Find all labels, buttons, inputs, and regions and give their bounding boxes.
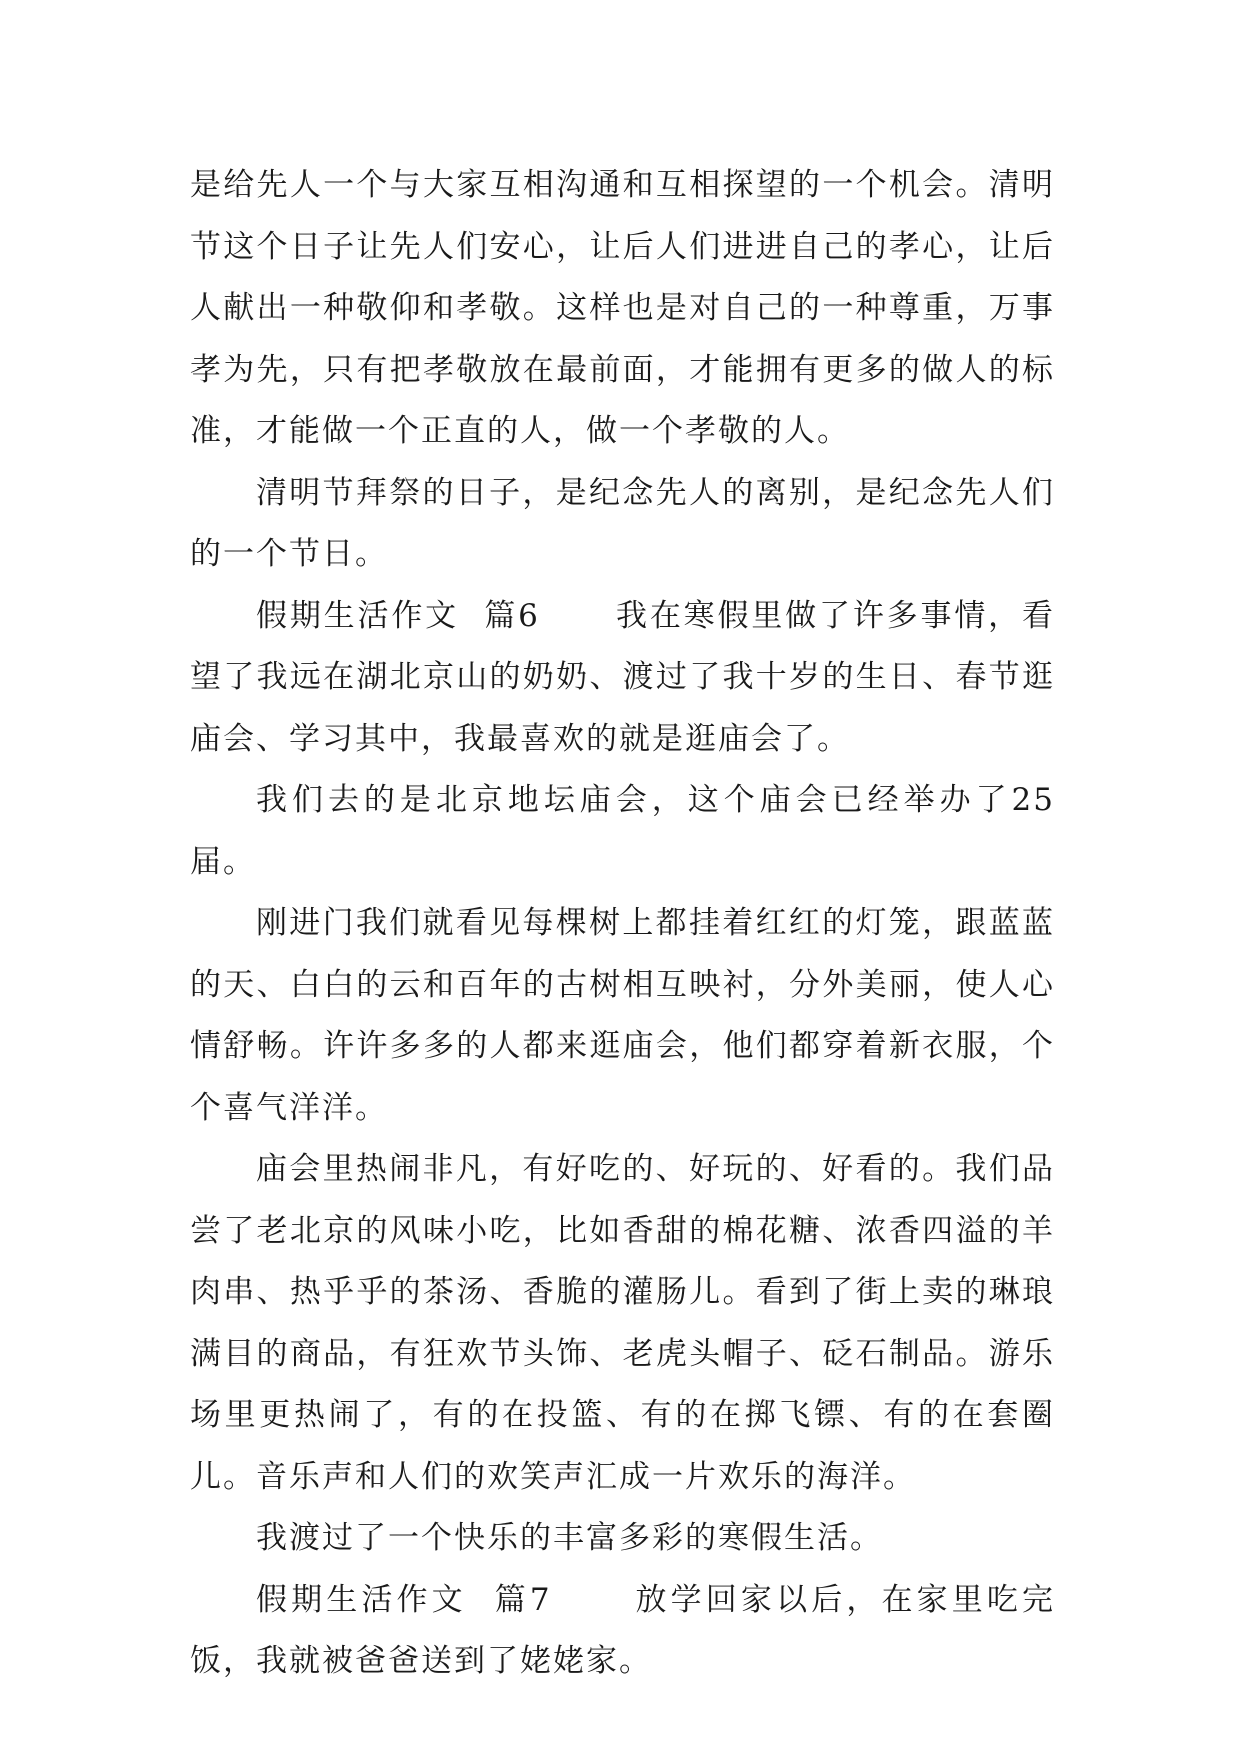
paragraph-7: 我渡过了一个快乐的丰富多彩的寒假生活。 [256,1520,883,1556]
article-body [190,155,1055,1693]
paragraph-2: 清明节拜祭的日子，是纪念先人的离别，是纪念先人们的一个节日。 [190,474,1055,572]
paragraph-5: 刚进门我们就看见每棵树上都挂着红红的灯笼，跟蓝蓝的天、白白的云和百年的古树相互映衬，分外美丽，使人心情舒畅。许许多多的人都来逛庙会，他们都穿着新衣服，个个喜气洋洋。 [190,905,1055,1126]
paragraph-1: 是给先人一个与大家互相沟通和互相探望的一个机会。清明节这个日子让先人们安心，让后人们进进自己的孝心，让后人献出一种敬仰和孝敬。这样也是对自己的一种尊重，万事孝为先，只有把孝敬放在最前面，才能拥有更多的做人的标准，才能做一个正直的人，做一个孝敬的人。 [190,167,1055,449]
paragraph-6: 庙会里热闹非凡，有好吃的、好玩的、好看的。我们品尝了老北京的风味小吃，比如香甜的棉花糖、浓香四溢的羊肉串、热乎乎的茶汤、香脆的灌肠儿。看到了街上卖的琳琅满目的商品，有狂欢节头饰、老虎头帽子、砭石制品。游乐场里更热闹了，有的在投篮、有的在掷飞镖、有的在套圈儿。音乐声和人们的欢笑声汇成一片欢乐的海洋。 [190,1151,1055,1495]
paragraph-4: 我们去的是北京地坛庙会，这个庙会已经举办了25届。 [190,782,1055,880]
paragraph-8: 假期生活作文 篇7 放学回家以后，在家里吃完饭，我就被爸爸送到了姥姥家。 [190,1581,1055,1679]
paragraph-3: 假期生活作文 篇6 我在寒假里做了许多事情，看望了我远在湖北京山的奶奶、渡过了我十岁的生日、春节逛庙会、学习其中，我最喜欢的就是逛庙会了。 [190,597,1055,757]
